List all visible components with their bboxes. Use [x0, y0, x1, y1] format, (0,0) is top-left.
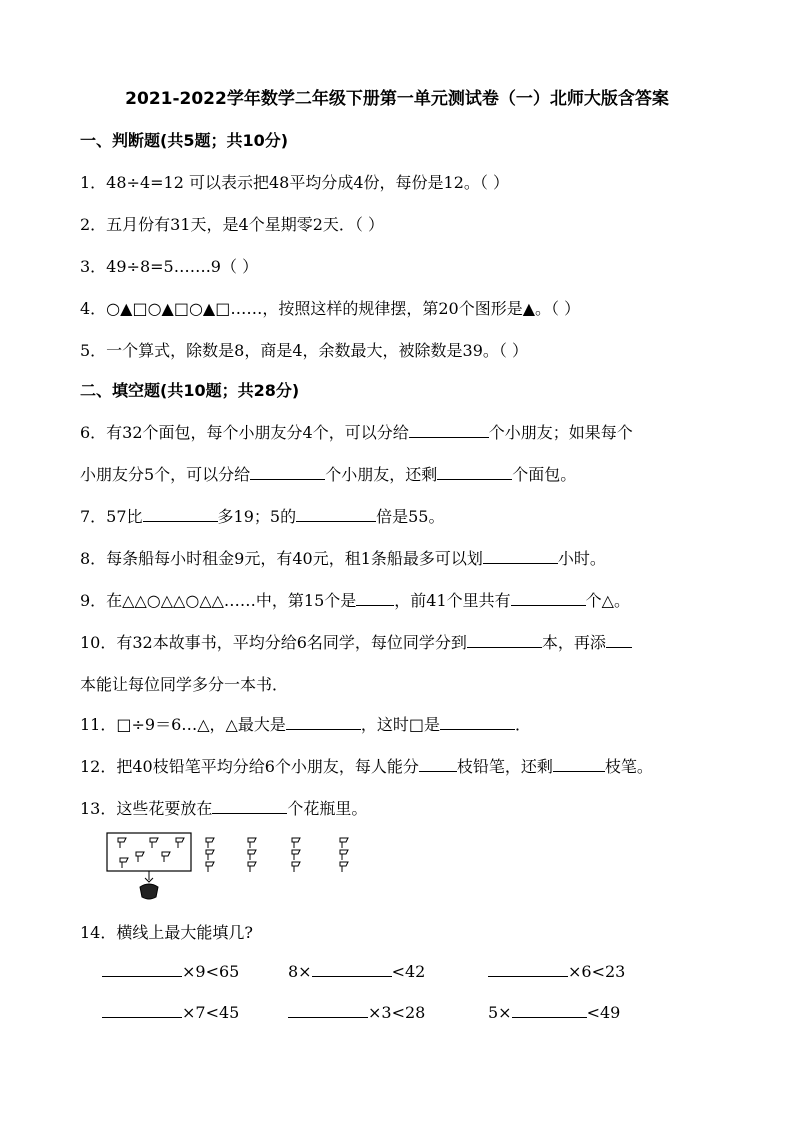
- answer-blank[interactable]: [440, 715, 515, 730]
- answer-blank[interactable]: [437, 465, 512, 480]
- question-9: 9．在△△○△△○△△……中，第15个是 ，前41个里共有 个△。: [80, 591, 630, 610]
- question-10-line-1: 10．有32本故事书，平均分给6名同学，每位同学分到 本，再添: [80, 630, 632, 653]
- answer-blank[interactable]: [553, 757, 605, 772]
- question-12: 12．把40枝铅笔平均分给6个小朋友，每人能分 枝铅笔，还剩 枝笔。: [80, 757, 653, 776]
- answer-blank[interactable]: [409, 423, 489, 438]
- answer-blank[interactable]: [488, 962, 568, 977]
- q14-item-4: ×7<45: [102, 1003, 239, 1022]
- answer-blank[interactable]: [250, 465, 325, 480]
- section-heading-fill: 二、填空题(共10题；共28分): [80, 381, 300, 400]
- page-title: 2021-2022学年数学二年级下册第一单元测试卷（一）北师大版含答案: [125, 89, 669, 109]
- answer-blank[interactable]: [511, 591, 586, 606]
- q14-item-6: 5× <49: [488, 1003, 621, 1022]
- question-10-line-2: 本能让每位同学多分一本书．: [80, 675, 289, 694]
- answer-blank[interactable]: [467, 633, 542, 648]
- answer-blank[interactable]: [143, 507, 218, 522]
- question-6-line-1: 6．有32个面包，每个小朋友分4个，可以分给 个小朋友；如果每个: [80, 423, 633, 442]
- answer-blank[interactable]: [419, 757, 457, 772]
- question-2: 2．五月份有31天，是4个星期零2天．（ ）: [80, 215, 384, 234]
- q14-item-1: ×9<65: [102, 962, 239, 981]
- flowers-vase-figure: [106, 832, 366, 902]
- q14-item-3: ×6<23: [488, 962, 625, 981]
- question-14-prompt: 14．横线上最大能填几?: [80, 923, 253, 942]
- answer-blank[interactable]: [483, 549, 558, 564]
- q14-item-2: 8× <42: [288, 962, 426, 981]
- answer-blank[interactable]: [606, 633, 632, 648]
- answer-blank[interactable]: [356, 591, 394, 606]
- answer-blank[interactable]: [296, 507, 376, 522]
- answer-blank[interactable]: [512, 1003, 587, 1018]
- q14-item-5: ×3<28: [288, 1003, 425, 1022]
- answer-blank[interactable]: [312, 962, 392, 977]
- answer-blank[interactable]: [102, 1003, 182, 1018]
- vase-icon: [140, 884, 158, 899]
- question-5: 5．一个算式，除数是8，商是4，余数最大，被除数是39。（ ）: [80, 341, 528, 360]
- flower-icons: [118, 838, 348, 872]
- question-3: 3．49÷8=5…….9（ ）: [80, 257, 259, 276]
- answer-blank[interactable]: [102, 962, 182, 977]
- section-heading-judgement: 一、判断题(共5题；共10分): [80, 131, 289, 150]
- question-1: 1．48÷4=12 可以表示把48平均分成4份，每份是12。（ ）: [80, 173, 509, 192]
- question-8: 8．每条船每小时租金9元，有40元，租1条船最多可以划 小时。: [80, 549, 606, 568]
- answer-blank[interactable]: [286, 715, 361, 730]
- question-4: 4．○▲□○▲□○▲□……，按照这样的规律摆，第20个图形是▲。（ ）: [80, 299, 581, 318]
- question-11: 11．□÷9＝6…△，△最大是 ，这时□是 ．: [80, 715, 531, 734]
- question-7: 7．57比 多19；5的 倍是55。: [80, 507, 445, 526]
- question-6-line-2: 小朋友分5个，可以分给 个小朋友，还剩 个面包。: [80, 465, 577, 484]
- answer-blank[interactable]: [288, 1003, 368, 1018]
- answer-blank[interactable]: [212, 799, 287, 814]
- group-box: [107, 833, 191, 871]
- question-13: 13．这些花要放在 个花瓶里。: [80, 799, 368, 818]
